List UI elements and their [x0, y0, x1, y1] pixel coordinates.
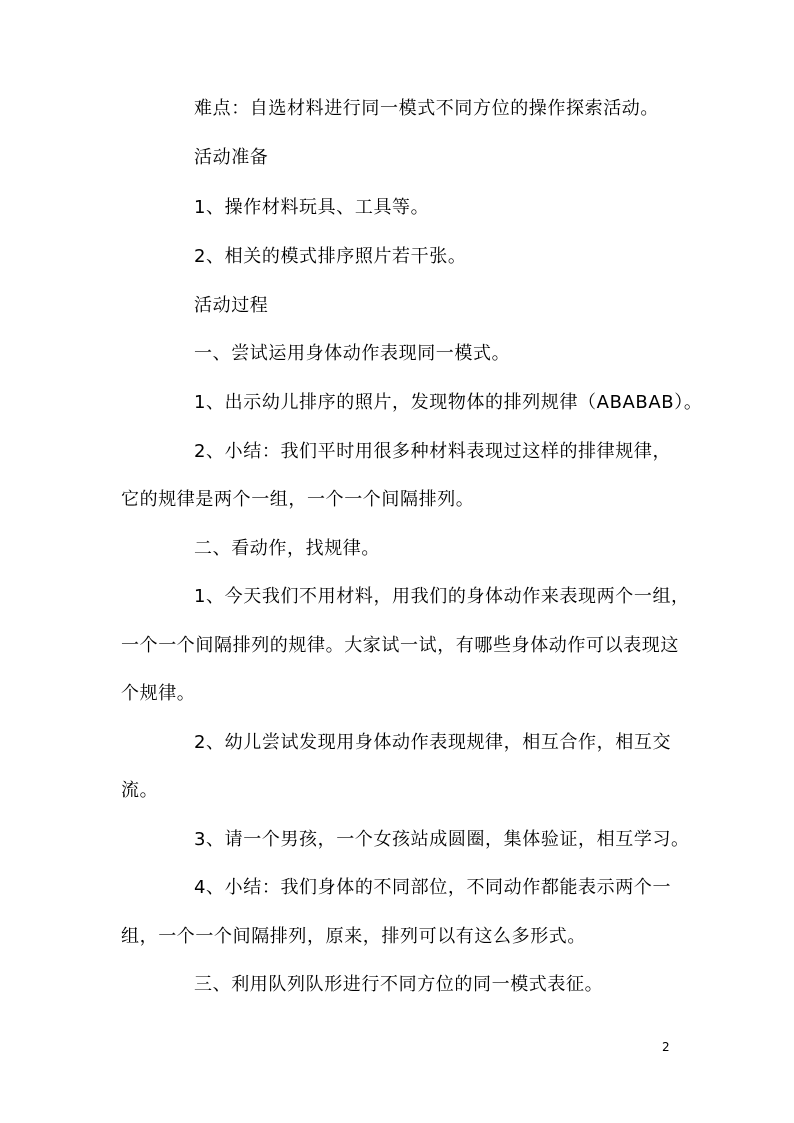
text-line: 1、操作材料玩具、工具等。	[194, 197, 430, 218]
text-line: 三、利用队列队形进行不同方位的同一模式表征。	[194, 974, 604, 995]
text-line: 1、出示幼儿排序的照片，发现物体的排列规律（ABABAB）。	[194, 392, 703, 413]
text-line: 二、看动作，找规律。	[194, 538, 380, 559]
text-line: 难点：自选材料进行同一模式不同方位的操作探索活动。	[194, 98, 659, 119]
page-number: 2	[662, 1040, 670, 1054]
text-line: 2、相关的模式排序照片若干张。	[194, 246, 467, 267]
text-line: 组，一个一个间隔排列，原来，排列可以有这么多形式。	[121, 926, 586, 947]
text-line: 1、今天我们不用材料，用我们的身体动作来表现两个一组，	[194, 586, 690, 607]
section-heading: 活动准备	[194, 147, 269, 168]
text-line: 一、尝试运用身体动作表现同一模式。	[194, 343, 511, 364]
text-line: 个规律。	[121, 683, 196, 704]
text-line: 4、小结：我们身体的不同部位，不同动作都能表示两个一	[194, 877, 672, 898]
section-heading: 活动过程	[194, 295, 269, 316]
text-line: 流。	[121, 780, 159, 801]
text-line: 它的规律是两个一组，一个一个间隔排列。	[121, 489, 475, 510]
text-line: 2、幼儿尝试发现用身体动作表现规律，相互合作，相互交	[194, 732, 672, 753]
text-line: 2、小结：我们平时用很多种材料表现过这样的排律规律，	[194, 441, 672, 462]
text-line: 3、请一个男孩，一个女孩站成圆圈，集体验证，相互学习。	[194, 829, 690, 850]
text-line: 一个一个间隔排列的规律。大家试一试，有哪些身体动作可以表现这	[121, 635, 679, 656]
